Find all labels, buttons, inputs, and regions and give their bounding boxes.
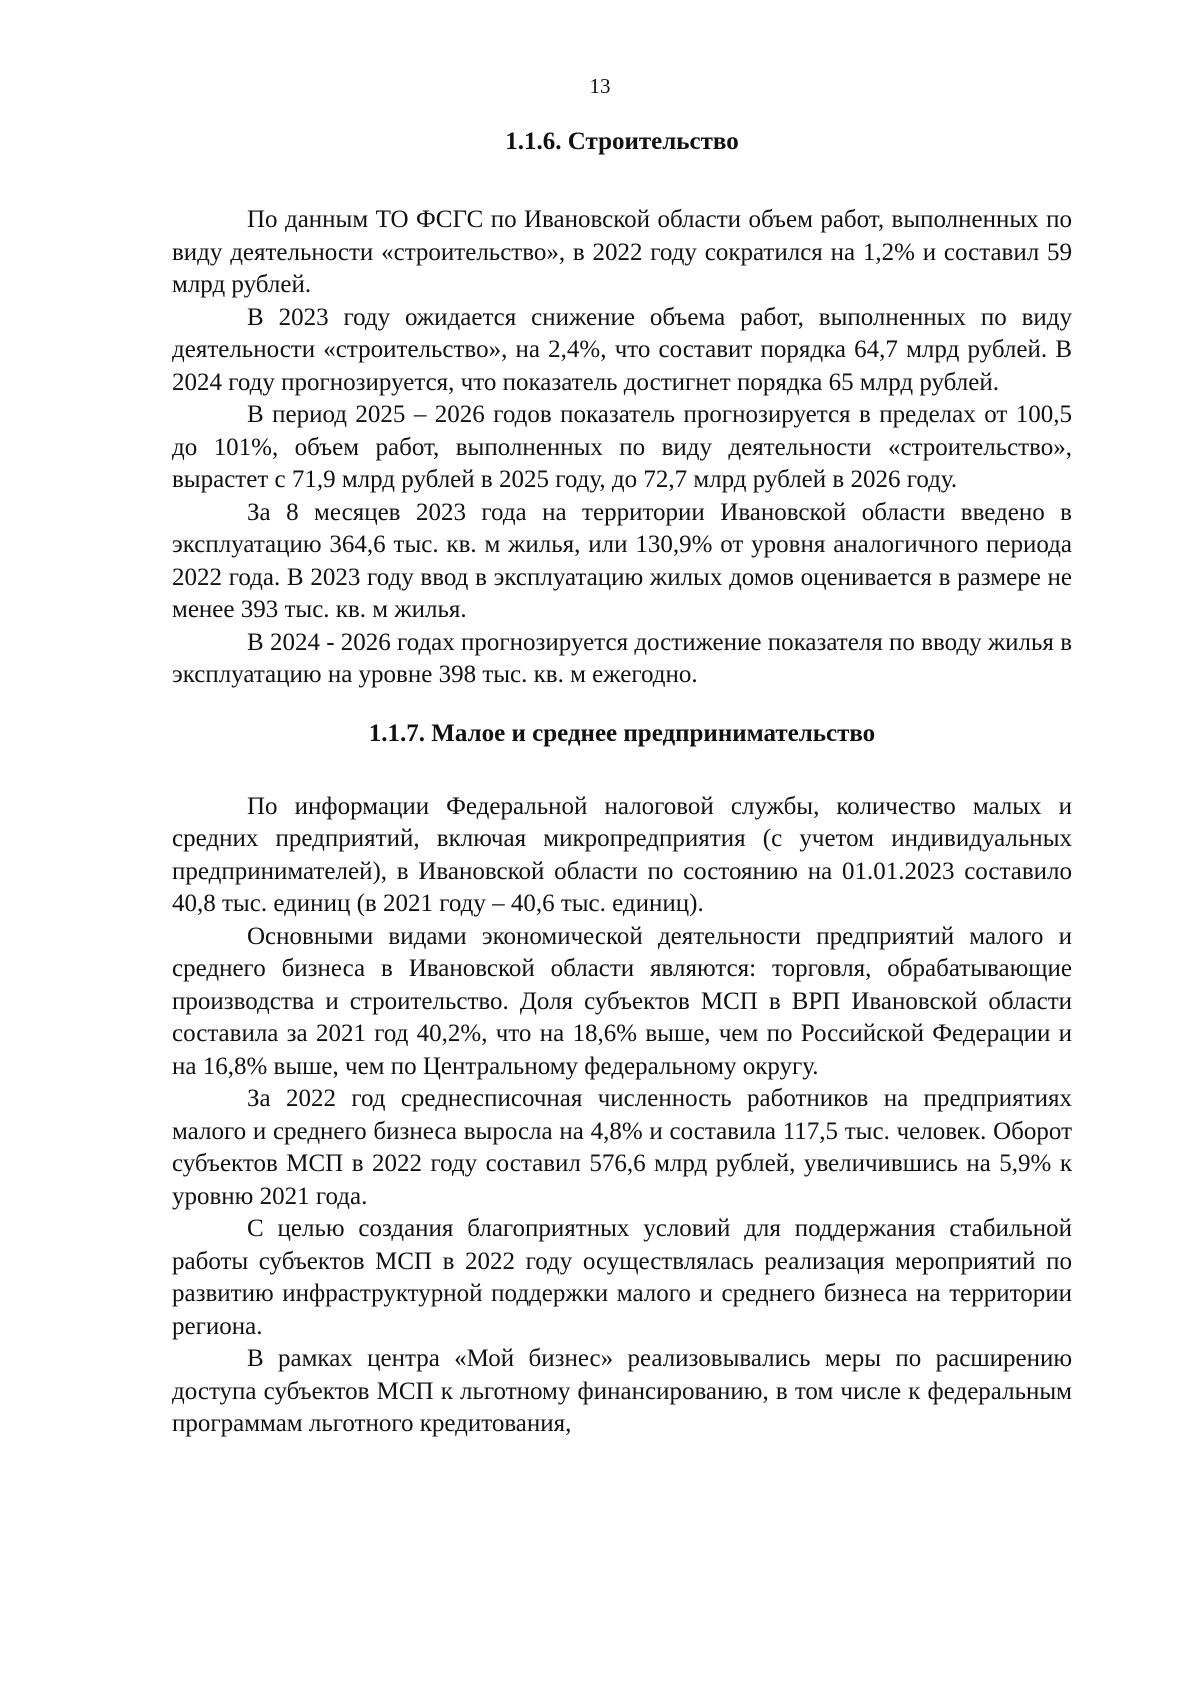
paragraph: В период 2025 – 2026 годов показатель прогнозируется в пределах от 100,5 до 101%, объем работ, выполненных по виду деятельности «строительство», вырастет с 71,9 млрд рублей в 2025 году, до 72,7 млрд рублей в 2026 году.: [172, 401, 1072, 493]
section-heading-construction: 1.1.6. Строительство: [505, 128, 739, 155]
spacer: [172, 750, 1072, 791]
paragraph: За 8 месяцев 2023 года на территории Ивановской области введено в эксплуатацию 364,6 тыс. кв. м жилья, или 130,9% от уровня аналогичного периода 2022 года. В 2023 году ввод в эксплуатацию жилых домов оценивается в размере не менее 393 тыс. кв. м жилья.: [172, 498, 1072, 623]
paragraph: Основными видами экономической деятельности предприятий малого и среднего бизнеса в Ивановской области являются: торговля, обрабатывающие производства и строительство. Доля субъектов МСП в ВРП Ивановской области составила за 2021 год 40,2%, что на 18,6% выше, чем по Российской Федерации и на 16,8% выше, чем по Центральному федеральному округу.: [172, 922, 1072, 1080]
paragraph: За 2022 год среднесписочная численность работников на предприятиях малого и среднего бизнеса выросла на 4,8% и составила 117,5 тыс. человек. Оборот субъектов МСП в 2022 году составил 576,6 млрд рублей, увеличившись на 5,9% к уровню 2021 года.: [172, 1085, 1072, 1210]
paragraph: В 2024 - 2026 годах прогнозируется достижение показателя по вводу жилья в эксплуатацию на уровне 398 тыс. кв. м ежегодно.: [172, 628, 1072, 688]
paragraph: По данным ТО ФСГС по Ивановской области объем работ, выполненных по виду деятельности «строительство», в 2022 году сократился на 1,2% и составил 59 млрд рублей.: [172, 206, 1072, 298]
paragraph: В рамках центра «Мой бизнес» реализовывались меры по расширению доступа субъектов МСП к льготному финансированию, в том числе к федеральным программам льготного кредитования,: [172, 1345, 1072, 1437]
page-number: 13: [589, 74, 611, 98]
page-content: [172, 126, 1072, 1441]
spacer: [172, 692, 1072, 718]
section-heading-small-business: 1.1.7. Малое и среднее предпринимательство: [368, 719, 876, 747]
paragraph: В 2023 году ожидается снижение объема работ, выполненных по виду деятельности «строительство», на 2,4%, что составит порядка 64,7 млрд рублей. В 2024 году прогнозируется, что показатель достигнет порядка 65 млрд рублей.: [172, 303, 1072, 396]
paragraph: По информации Федеральной налоговой службы, количество малых и средних предприятий, включая микропредприятия (с учетом индивидуальных предпринимателей), в Ивановской области по состоянию на 01.01.2023 составило 40,8 тыс. единиц (в 2021 году – 40,6 тыс. единиц).: [172, 792, 1072, 917]
paragraph: С целью создания благоприятных условий для поддержания стабильной работы субъектов МСП в 2022 году осуществлялась реализация мероприятий по развитию инфраструктурной поддержки малого и среднего бизнеса на территории региона.: [172, 1215, 1072, 1340]
spacer: [172, 158, 1072, 204]
